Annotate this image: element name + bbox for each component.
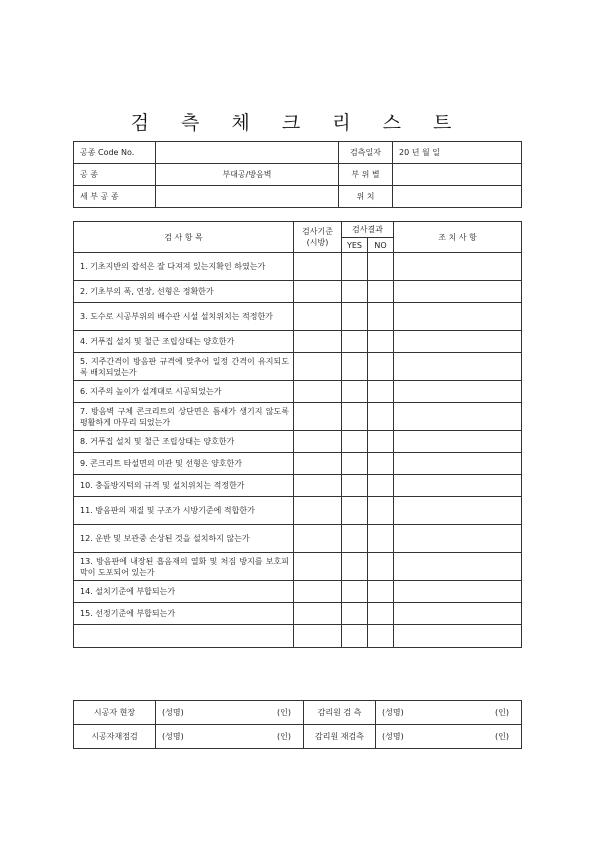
standard-cell[interactable] — [294, 253, 342, 281]
date-value[interactable]: 20 년 월 일 — [393, 142, 522, 164]
check-item-text: 7. 방음벽 구체 콘크리트의 상단면은 틈새가 생기지 않도록 평활하게 마무리 되었는가 — [74, 403, 294, 431]
table-row — [74, 331, 522, 353]
date-label: 검측일자 — [339, 142, 393, 164]
check-item-text: 4. 거푸집 설치 및 철근 조립상태는 양호한가 — [74, 331, 294, 353]
check-item-text: 15. 선정기준에 부합되는가 — [74, 603, 294, 625]
action-cell[interactable] — [394, 303, 522, 331]
code-value[interactable] — [156, 142, 339, 164]
no-cell[interactable] — [368, 303, 394, 331]
table-row — [74, 253, 522, 281]
contractor-quality-seal: (인) — [277, 732, 291, 741]
yes-cell[interactable] — [342, 303, 368, 331]
standard-cell[interactable] — [294, 353, 342, 381]
col-header-standard — [294, 222, 342, 253]
check-item-text: 8. 거푸집 설치 및 철근 조립상태는 양호한가 — [74, 431, 294, 453]
action-cell[interactable] — [394, 625, 522, 648]
supervisor-sign[interactable] — [376, 701, 522, 725]
supervisor-name: (성명) — [382, 708, 404, 717]
check-item-text: 3. 도수로 시공부위의 배수관 시설 설치위치는 적정한가 — [74, 303, 294, 331]
location-value[interactable] — [393, 186, 522, 208]
col-header-standard-line1: 검사기준 — [302, 227, 333, 236]
part-label: 부 위 별 — [339, 164, 393, 186]
yes-cell[interactable] — [342, 403, 368, 431]
table-row — [74, 453, 522, 475]
part-value[interactable] — [393, 164, 522, 186]
no-cell[interactable] — [368, 431, 394, 453]
action-cell[interactable] — [394, 581, 522, 603]
table-row — [74, 353, 522, 381]
standard-cell[interactable] — [294, 553, 342, 581]
table-row — [74, 553, 522, 581]
table-row — [74, 403, 522, 431]
action-cell[interactable] — [394, 353, 522, 381]
check-item-text: 9. 콘크리트 타설면의 미관 및 선형은 양호한가 — [74, 453, 294, 475]
detail-value[interactable] — [156, 186, 339, 208]
no-cell[interactable] — [368, 353, 394, 381]
yes-cell[interactable] — [342, 581, 368, 603]
code-label: 공종 Code No. — [74, 142, 156, 164]
table-row — [74, 475, 522, 497]
contractor-field-name: (성명) — [162, 708, 184, 717]
check-item-text: 1. 기초지반의 잡석은 잘 다져져 있는지확인 하였는가 — [74, 253, 294, 281]
no-cell[interactable] — [368, 553, 394, 581]
table-row — [74, 625, 522, 648]
no-cell[interactable] — [368, 331, 394, 353]
detail-label: 세 부 공 종 — [74, 186, 156, 208]
signature-table — [73, 700, 522, 749]
col-header-action: 조 치 사 항 — [394, 222, 522, 253]
action-cell[interactable] — [394, 431, 522, 453]
check-item-text: 6. 지주의 높이가 설계대로 시공되었는가 — [74, 381, 294, 403]
table-row — [74, 303, 522, 331]
supervisor-label: 감리원 검 측 — [304, 701, 376, 725]
standard-cell[interactable] — [294, 475, 342, 497]
no-cell[interactable] — [368, 625, 394, 648]
standard-cell[interactable] — [294, 331, 342, 353]
no-cell[interactable] — [368, 403, 394, 431]
action-cell[interactable] — [394, 253, 522, 281]
contractor-quality-name: (성명) — [162, 732, 184, 741]
yes-cell[interactable] — [342, 625, 368, 648]
yes-cell[interactable] — [342, 253, 368, 281]
yes-cell[interactable] — [342, 431, 368, 453]
supervisor-recheck-seal: (인) — [495, 732, 509, 741]
standard-cell[interactable] — [294, 603, 342, 625]
location-label: 위 치 — [339, 186, 393, 208]
check-item-text: 10. 충돌방지턱의 규격 및 설치위치는 적정한가 — [74, 475, 294, 497]
yes-cell[interactable] — [342, 353, 368, 381]
contractor-field-sign[interactable] — [156, 701, 304, 725]
standard-cell[interactable] — [294, 497, 342, 525]
contractor-quality-sign[interactable] — [156, 725, 304, 749]
no-cell[interactable] — [368, 453, 394, 475]
action-cell[interactable] — [394, 525, 522, 553]
col-header-item: 검 사 항 목 — [74, 222, 294, 253]
yes-cell[interactable] — [342, 553, 368, 581]
action-cell[interactable] — [394, 403, 522, 431]
check-item-text: 2. 기초부의 폭, 연장, 선형은 정확한가 — [74, 281, 294, 303]
no-cell[interactable] — [368, 475, 394, 497]
yes-cell[interactable] — [342, 603, 368, 625]
standard-cell[interactable] — [294, 625, 342, 648]
action-cell[interactable] — [394, 603, 522, 625]
check-item-text — [74, 625, 294, 648]
header-table — [73, 141, 522, 208]
supervisor-recheck-label: 감리원 재검측 — [304, 725, 376, 749]
check-item-text: 14. 설치기준에 부합되는가 — [74, 581, 294, 603]
action-cell[interactable] — [394, 381, 522, 403]
contractor-field-seal: (인) — [277, 708, 291, 717]
check-item-text: 13. 방음판에 내장된 흡음재의 열화 및 처짐 방지를 보호피막이 도포되어 있는가 — [74, 553, 294, 581]
col-header-yes: YES — [342, 238, 368, 253]
yes-cell[interactable] — [342, 281, 368, 303]
standard-cell[interactable] — [294, 281, 342, 303]
supervisor-recheck-name: (성명) — [382, 732, 404, 741]
action-cell[interactable] — [394, 331, 522, 353]
supervisor-seal: (인) — [495, 708, 509, 717]
supervisor-recheck-sign[interactable] — [376, 725, 522, 749]
standard-cell[interactable] — [294, 403, 342, 431]
table-row — [74, 497, 522, 525]
table-row — [74, 381, 522, 403]
no-cell[interactable] — [368, 253, 394, 281]
check-item-text: 5. 지주간격이 방음판 규격에 맞추어 일정 간격이 유지되도록 배치되었는가 — [74, 353, 294, 381]
col-header-result: 검사결과 — [342, 222, 394, 238]
yes-cell[interactable] — [342, 453, 368, 475]
no-cell[interactable] — [368, 603, 394, 625]
col-header-standard-line2: (시방) — [306, 238, 329, 247]
page-title: 검 측 체 크 리 스 트 — [130, 112, 465, 134]
table-row — [74, 603, 522, 625]
standard-cell[interactable] — [294, 581, 342, 603]
col-header-no: NO — [368, 238, 394, 253]
no-cell[interactable] — [368, 525, 394, 553]
contractor-quality-label: 시공자재점검 — [74, 725, 156, 749]
table-row — [74, 431, 522, 453]
no-cell[interactable] — [368, 581, 394, 603]
yes-cell[interactable] — [342, 331, 368, 353]
action-cell[interactable] — [394, 453, 522, 475]
table-row — [74, 281, 522, 303]
table-row — [74, 525, 522, 553]
check-item-text: 11. 방음판의 재질 및 구조가 시방기준에 적합한가 — [74, 497, 294, 525]
no-cell[interactable] — [368, 497, 394, 525]
standard-cell[interactable] — [294, 381, 342, 403]
check-item-text: 12. 운반 및 보관중 손상된 것을 설치하지 않는가 — [74, 525, 294, 553]
yes-cell[interactable] — [342, 525, 368, 553]
action-cell[interactable] — [394, 475, 522, 497]
yes-cell[interactable] — [342, 381, 368, 403]
no-cell[interactable] — [368, 281, 394, 303]
work-label: 공 종 — [74, 164, 156, 186]
yes-cell[interactable] — [342, 497, 368, 525]
action-cell[interactable] — [394, 553, 522, 581]
table-row — [74, 581, 522, 603]
standard-cell[interactable] — [294, 453, 342, 475]
action-cell[interactable] — [394, 281, 522, 303]
yes-cell[interactable] — [342, 475, 368, 497]
checklist-table — [73, 221, 522, 648]
standard-cell[interactable] — [294, 525, 342, 553]
no-cell[interactable] — [368, 381, 394, 403]
contractor-field-label: 시공자 현장 — [74, 701, 156, 725]
standard-cell[interactable] — [294, 431, 342, 453]
standard-cell[interactable] — [294, 303, 342, 331]
work-value[interactable]: 부대공/방음벽 — [156, 164, 339, 186]
action-cell[interactable] — [394, 497, 522, 525]
